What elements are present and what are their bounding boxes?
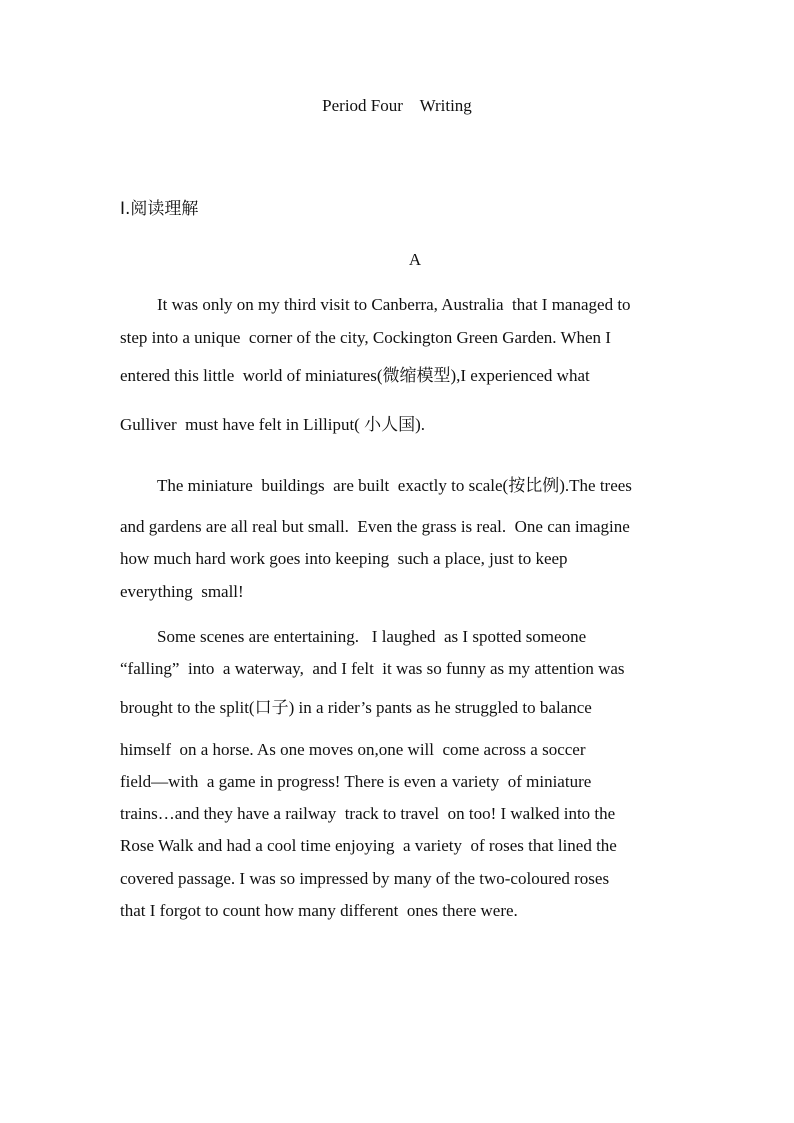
passage-line: The miniature buildings are built exactly to scale(按比例).The trees [157, 476, 632, 495]
passage-line: how much hard work goes into keeping such a place, just to keep [120, 549, 568, 568]
passage-line: and gardens are all real but small. Even the grass is real. One can imagine [120, 517, 630, 536]
passage-line: entered this little world of miniatures(微缩模型),I experienced what [120, 366, 590, 385]
section-heading: Ⅰ.阅读理解 [120, 199, 199, 219]
passage-line: Rose Walk and had a cool time enjoying a variety of roses that lined the [120, 836, 617, 855]
passage-line: covered passage. I was so impressed by many of the two-coloured roses [120, 869, 610, 888]
passage-line: that I forgot to count how many different ones there were. [120, 901, 518, 920]
passage-line: trains…and they have a railway track to travel on too! I walked into the [120, 804, 616, 823]
passage-label: A [408, 250, 422, 269]
passage-line: field—with a game in progress! There is even a variety of miniature [120, 772, 592, 791]
passage-line: step into a unique corner of the city, Cockington Green Garden. When I [120, 328, 611, 347]
passage-line: himself on a horse. As one moves on,one will come across a soccer [120, 740, 586, 759]
passage-line: It was only on my third visit to Canberra, Australia that I managed to [157, 295, 631, 314]
passage-line: “falling” into a waterway, and I felt it was so funny as my attention was [120, 659, 625, 678]
passage-line: everything small! [120, 582, 244, 601]
passage-line: Some scenes are entertaining. I laughed as I spotted someone [157, 627, 587, 646]
passage-line: brought to the split(口子) in a rider’s pants as he struggled to balance [120, 698, 592, 717]
page-title: Period Four Writing [322, 96, 472, 115]
passage-line: Gulliver must have felt in Lilliput( 小人国). [120, 415, 426, 434]
